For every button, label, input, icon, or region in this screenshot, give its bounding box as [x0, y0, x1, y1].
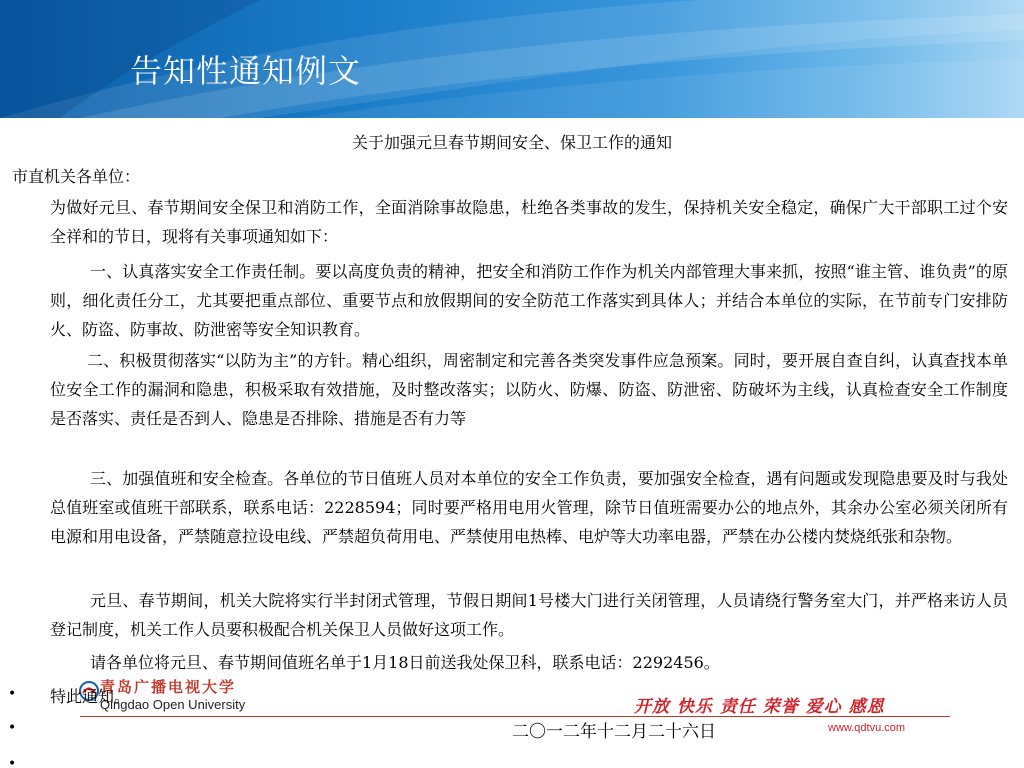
bullet-marker: •	[8, 720, 17, 736]
item-three-paragraph: 三、加强值班和安全检查。各单位的节日值班人员对本单位的安全工作负责，要加强安全检查，遇有问题或发现隐患要及时与我处总值班室或值班干部联系，联系电话：2228594；同时要严格用电用火管理，除节日值班需要办公的地点外，其余办公室必须关闭所有电源和用电设备，严禁随意拉设电线、严禁超负荷用电、严禁使用电热棒、电炉等大功率电器，严禁在办公楼内焚烧纸张和杂物。	[50, 469, 1008, 546]
slide-title: 告知性通知例文	[130, 52, 362, 90]
university-website: www.qdtvu.com	[828, 722, 906, 734]
duty-roster-paragraph: 请各单位将元旦、春节期间值班名单于1月18日前送我处保卫科，联系电话：2292456。	[90, 653, 720, 672]
notice-title: 关于加强元旦春节期间安全、保卫工作的通知	[351, 133, 672, 152]
header-banner	[0, 0, 1024, 118]
item-two-paragraph: 二、积极贯彻落实“以防为主”的方针。精心组织，周密制定和完善各类突发事件应急预案。同时，要开展自查自纠，认真查找本单位安全工作的漏洞和隐患，积极采取有效措施，及时整改落实；以防火、防爆、防盗、防泄密、防破坏为主线，认真检查安全工作制度是否落实、责任是否到人、隐患是否排除、措施是否有力等	[50, 351, 1008, 428]
intro-paragraph: 为做好元旦、春节期间安全保卫和消防工作，全面消除事故隐患，杜绝各类事故的发生，保持机关安全稳定，确保广大干部职工过个安全祥和的节日，现将有关事项通知如下：	[50, 198, 1008, 246]
bullet-marker: •	[8, 686, 17, 702]
notice-date: 二〇一二年十二月二十六日	[512, 722, 716, 742]
notice-closing: 特此通知。	[50, 687, 131, 706]
university-name-en: Qingdao Open University	[100, 697, 246, 712]
notice-addressee: 市直机关各单位：	[12, 167, 141, 186]
bullet-marker: •	[8, 756, 17, 768]
university-slogan: 开放 快乐 责任 荣誉 爱心 感恩	[634, 697, 885, 717]
holiday-management-paragraph: 元旦、春节期间，机关大院将实行半封闭式管理，节假日期间1号楼大门进行关闭管理，人员请绕行警务室大门，并严格来访人员登记制度，机关工作人员要积极配合机关保卫人员做好这项工作。	[50, 591, 1008, 639]
item-one-paragraph: 一、认真落实安全工作责任制。要以高度负责的精神，把安全和消防工作作为机关内部管理大事来抓，按照“谁主管、谁负责”的原则，细化责任分工，尤其要把重点部位、重要节点和放假期间的安全防范工作落实到具体人；并结合本单位的实际，在节前专门安排防火、防盗、防事故、防泄密等安全知识教育。	[50, 262, 1008, 339]
university-name-cn: 青岛广播电视大学	[100, 678, 237, 696]
